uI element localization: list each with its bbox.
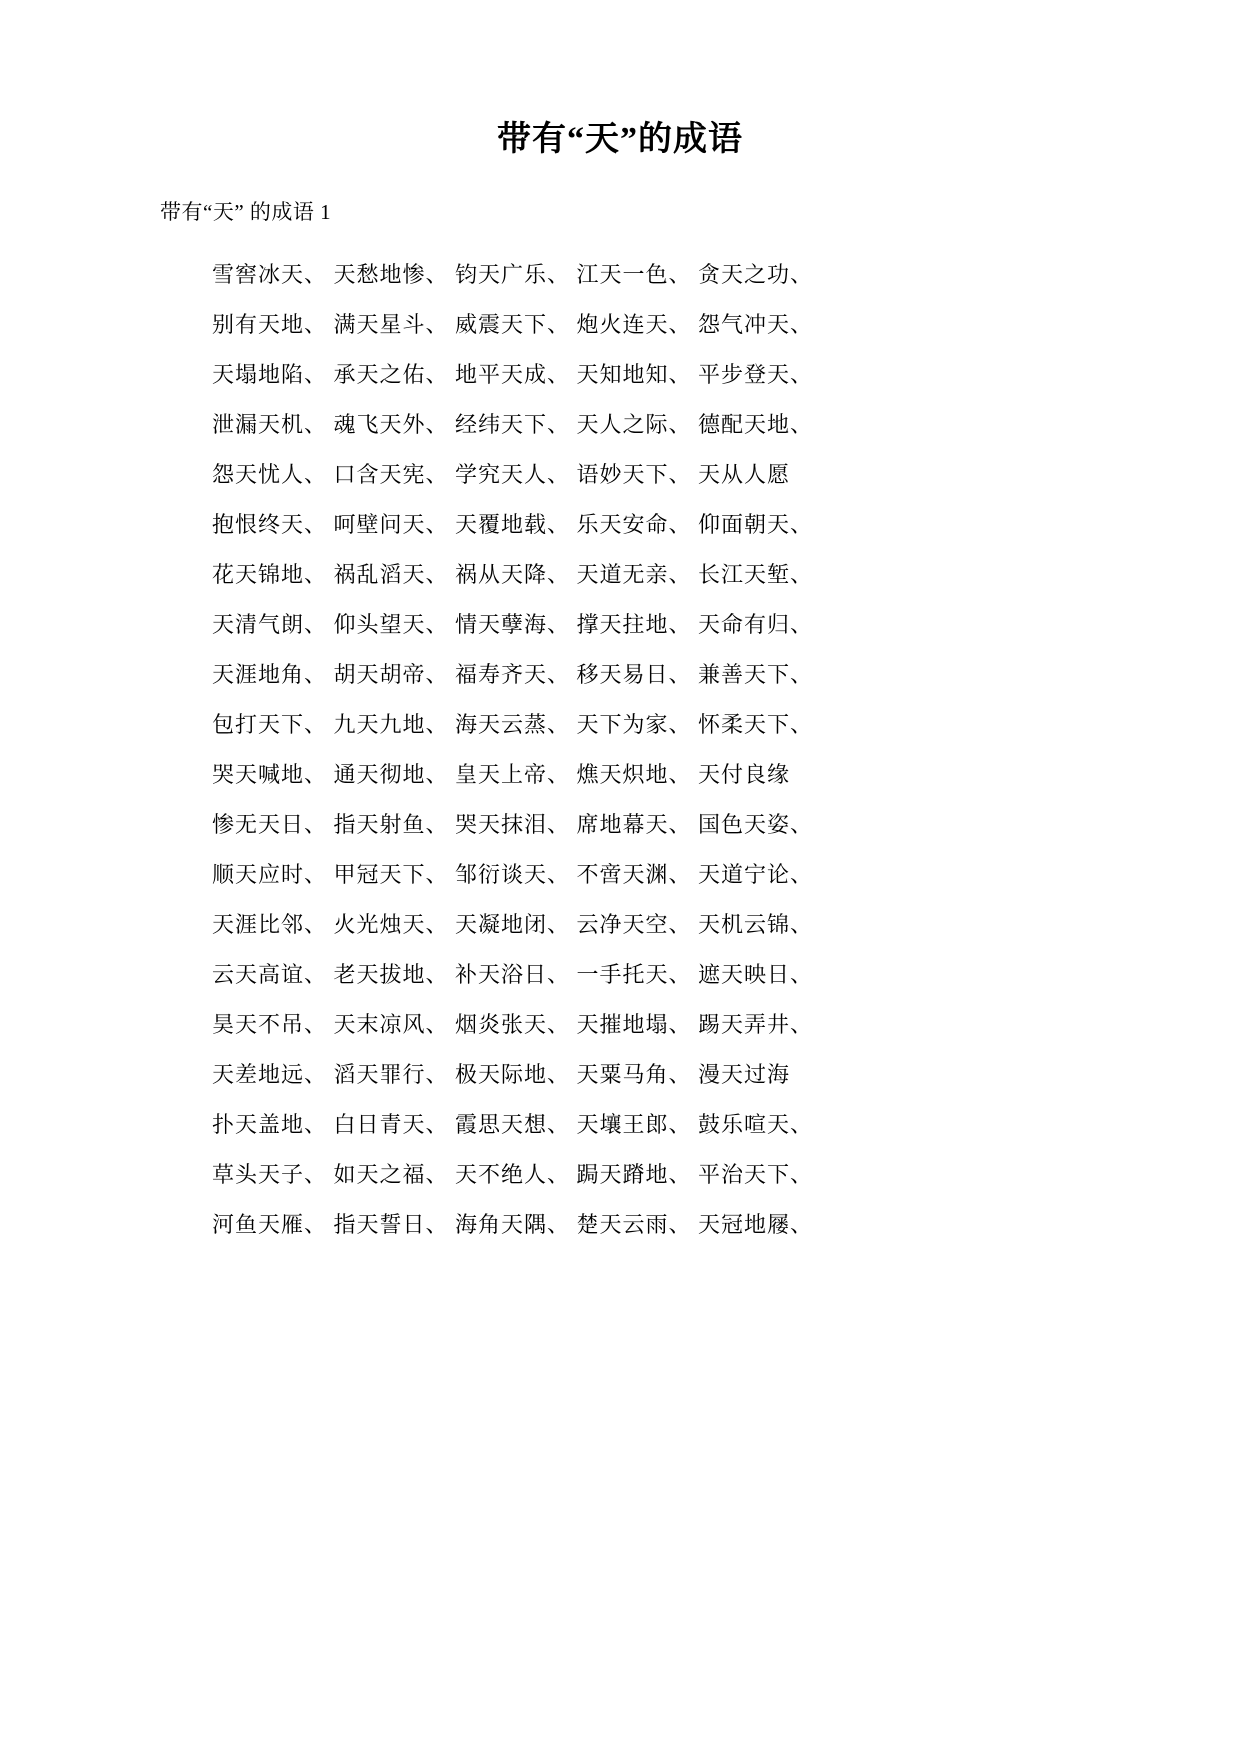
- idiom-line: 云天高谊、 老天拔地、 补天浴日、 一手托天、 遮天映日、: [212, 961, 814, 987]
- idiom-line: 花天锦地、 祸乱滔天、 祸从天降、 天道无亲、 长江天堑、: [212, 561, 814, 587]
- idiom-line: 哭天喊地、 通天彻地、 皇天上帝、 燋天炽地、 天付良缘: [212, 761, 791, 787]
- idiom-line: 天涯比邻、 火光烛天、 天凝地闭、 云净天空、 天机云锦、: [212, 911, 814, 937]
- idiom-line: 别有天地、 满天星斗、 威震天下、 炮火连天、 怨气冲天、: [212, 311, 814, 337]
- idiom-line: 昊天不吊、 天末凉风、 烟炎张天、 天摧地塌、 踢天弄井、: [212, 1011, 814, 1037]
- idiom-line: 泄漏天机、 魂飞天外、 经纬天下、 天人之际、 德配天地、: [212, 411, 814, 437]
- idiom-line: 惨无天日、 指天射鱼、 哭天抹泪、 席地幕天、 国色天姿、: [212, 811, 814, 837]
- idiom-line: 顺天应时、 甲冠天下、 邹衍谈天、 不啻天渊、 天道宁论、: [212, 861, 814, 887]
- idiom-line: 天涯地角、 胡天胡帝、 福寿齐天、 移天易日、 兼善天下、: [212, 661, 814, 687]
- idiom-line: 天清气朗、 仰头望天、 情天孽海、 撑天拄地、 天命有归、: [212, 611, 814, 637]
- idiom-line: 草头天子、 如天之福、 天不绝人、 跼天蹐地、 平治天下、: [212, 1161, 814, 1187]
- idiom-line: 河鱼天雁、 指天誓日、 海角天隅、 楚天云雨、 天冠地屦、: [212, 1211, 814, 1237]
- idiom-line: 怨天忧人、 口含天宪、 学究天人、 语妙天下、 天从人愿: [212, 461, 791, 487]
- idiom-line: 天差地远、 滔天罪行、 极天际地、 天粟马角、 漫天过海: [212, 1061, 791, 1087]
- idiom-line: 天塌地陷、 承天之佑、 地平天成、 天知地知、 平步登天、: [212, 361, 814, 387]
- idiom-line: 扑天盖地、 白日青天、 霞思天想、 天壤王郎、 鼓乐喧天、: [212, 1111, 814, 1137]
- idiom-list: [212, 250, 1090, 1250]
- section-heading: 带有“天” 的成语 1: [160, 200, 332, 225]
- page-title: 带有“天”的成语: [497, 121, 743, 158]
- idiom-line: 包打天下、 九天九地、 海天云蒸、 天下为家、 怀柔天下、: [212, 711, 814, 737]
- idiom-line: 雪窖冰天、 天愁地惨、 钧天广乐、 江天一色、 贪天之功、: [212, 261, 814, 287]
- idiom-line: 抱恨终天、 呵壁问天、 天覆地载、 乐天安命、 仰面朝天、: [212, 511, 814, 537]
